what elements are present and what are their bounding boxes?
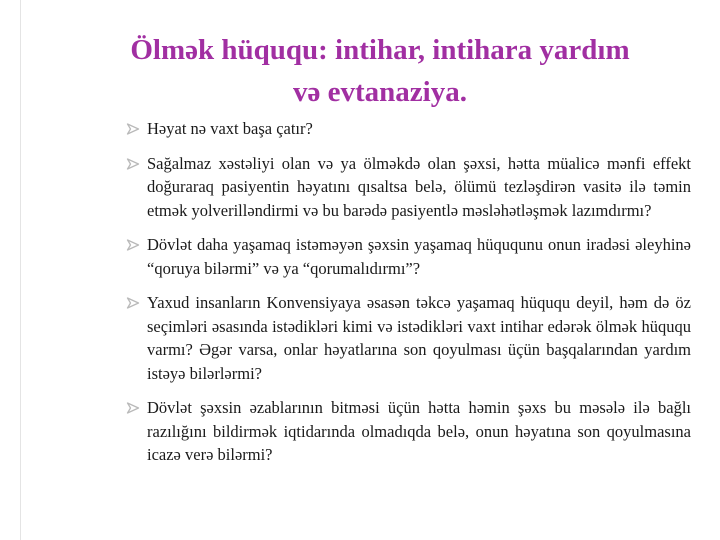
bullet-item [126,396,691,467]
bullet-text: Dövlət şəxsin əzablarının bitməsi üçün hətta həmin şəxs bu məsələ ilə bağlı razılığını bildirmək iqtidarında olmadıqda belə, onun həyatına son qoyulmasına icazə verə bilərmi? [147,398,691,464]
bullet-item [126,117,691,141]
slide-title-line-1: Ölmək hüququ: intihar, intihara yardım [130,34,630,66]
bullet-text: Həyat nə vaxt başa çatır? [147,119,313,138]
bullet-item [126,291,691,385]
bullet-text: Dövlət daha yaşamaq istəməyən şəxsin yaşamaq hüququnu onun iradəsi əleyhinə “qoruya bilərmi” və ya “qorumalıdırmı”? [147,235,691,278]
bullet-list [126,117,691,478]
bullet-item [126,233,691,280]
slide-left-rule [20,0,21,540]
hollow-arrow-bullet-icon [126,296,140,310]
hollow-arrow-bullet-icon [126,122,140,136]
hollow-arrow-bullet-icon [126,401,140,415]
bullet-text: Yaxud insanların Konvensiyaya əsasən təkcə yaşamaq hüququ deyil, həm də öz seçimləri əsasında istədikləri kimi və istədikləri vaxt intihar edərək ölmək hüququ varmı? Əgər varsa, onlar həyatlarına son qoyulması üçün başqalarından yardım istəyə bilərlərmi? [147,293,691,383]
slide-title-line-2: və evtanaziya. [293,75,467,108]
bullet-item [126,152,691,223]
hollow-arrow-bullet-icon [126,238,140,252]
hollow-arrow-bullet-icon [126,157,140,171]
slide-title [100,30,660,114]
bullet-text: Sağalmaz xəstəliyi olan və ya ölməkdə olan şəxsi, hətta müalicə mənfi effekt doğuraraq pasiyentin həyatını qısaltsa belə, ölümü tezləşdirən vasitə ilə təmin etmək yolverilləndirmi və bu barədə pasiyentlə məsləhətləşmək lazımdırmı? [147,153,691,220]
